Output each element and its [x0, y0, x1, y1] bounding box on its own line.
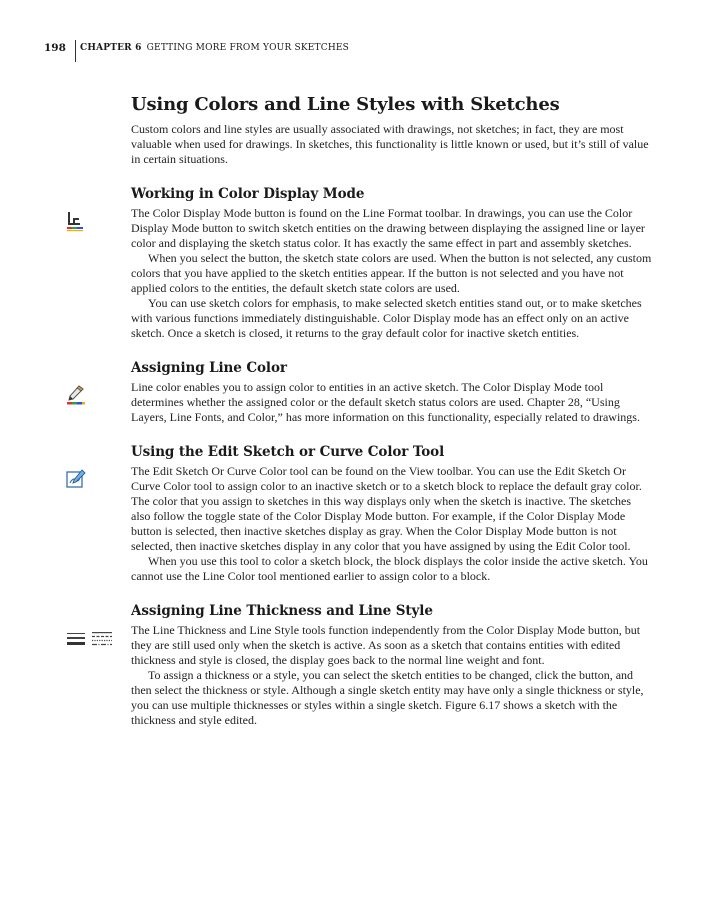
- intro-paragraph: Custom colors and line styles are usually associated with drawings, not sketches; in fact, they are most valuable when used for drawings. In sketches, this functionality is little known or used, but it’s still of value in certain situations.: [131, 122, 649, 166]
- edit-sketch-color-icon: [65, 468, 87, 490]
- paragraph: When you select the button, the sketch state colors are used. When the button is not selected, any custom colors that you have applied to the sketch entities appear. If the button is not selected and you have not applied colors to the entities, the default sketch state colors are used.: [131, 251, 652, 295]
- color-display-mode-icon: [65, 210, 87, 232]
- section-color-display-mode: [131, 186, 652, 341]
- chapter-heading: [80, 43, 349, 53]
- header-divider: [75, 40, 76, 62]
- page-number: 198: [44, 42, 66, 54]
- paragraph: When you use this tool to color a sketch block, the block displays the color inside the active sketch. You cannot use the Line Color tool mentioned earlier to assign color to a block.: [131, 554, 648, 583]
- page-title: Using Colors and Line Styles with Sketches: [131, 94, 560, 115]
- section-edit-sketch-color: [131, 444, 652, 584]
- chapter-label: CHAPTER 6: [80, 43, 142, 53]
- section-heading: Working in Color Display Mode: [131, 186, 365, 202]
- running-header: [0, 40, 717, 62]
- section-line-thickness-style: [131, 603, 652, 728]
- page-content: [131, 94, 652, 728]
- paragraph: The Edit Sketch Or Curve Color tool can be found on the View toolbar. You can use the Edit Sketch Or Curve Color tool to assign color to an inactive sketch or to a sketch block to replace the default gray color. The color that you assign to sketches in this way displays only when the sketch is inactive. The sketches also follow the toggle state of the Color Display Mode button. For example, if the Color Display Mode button is selected, then inactive sketches display as gray. When the Color Display Mode button is not selected, then inactive sketches display in any color that you have assigned by using the Edit Color tool.: [131, 464, 642, 553]
- paragraph: The Color Display Mode button is found on the Line Format toolbar. In drawings, you can use the Color Display Mode button to switch sketch entities on the drawing between displaying the assigned line or layer color and displaying the sketch status color. It has exactly the same effect in part and assembly sketches.: [131, 206, 645, 250]
- paragraph: To assign a thickness or a style, you can select the sketch entities to be changed, click the button, and then select the thickness or style. Although a single sketch entity may have only a single thickness or style, you can use multiple thicknesses or styles within a single sketch. Figure 6.17 shows a sketch with the thickness and style edited.: [131, 668, 644, 727]
- line-thickness-style-icon: [67, 627, 115, 649]
- paragraph: The Line Thickness and Line Style tools function independently from the Color Display Mode button, but they are still used only when the sketch is active. As soon as a sketch that contains entities with edited thickness and style is closed, the display goes back to the normal line weight and font.: [131, 623, 641, 667]
- section-heading: Assigning Line Thickness and Line Style: [131, 603, 433, 619]
- section-line-color: [131, 360, 652, 425]
- section-heading: Using the Edit Sketch or Curve Color Tool: [131, 444, 445, 460]
- paragraph: Line color enables you to assign color to entities in an active sketch. The Color Display Mode tool determines whether the assigned color or the default sketch status colors are used. Chapter 28, “Using Layers, Line Fonts, and Color,” has more information on this functionality, especially related to drawings.: [131, 380, 640, 424]
- chapter-title: GETTING MORE FROM YOUR SKETCHES: [146, 43, 350, 53]
- paragraph: You can use sketch colors for emphasis, to make selected sketch entities stand out, or to make sketches with various functions immediately distinguishable. Color Display mode has an effect only on an active sketch. Once a sketch is closed, it returns to the gray default color for inactive sketch entities.: [131, 296, 642, 340]
- section-heading: Assigning Line Color: [131, 360, 287, 376]
- line-color-icon: [65, 384, 87, 406]
